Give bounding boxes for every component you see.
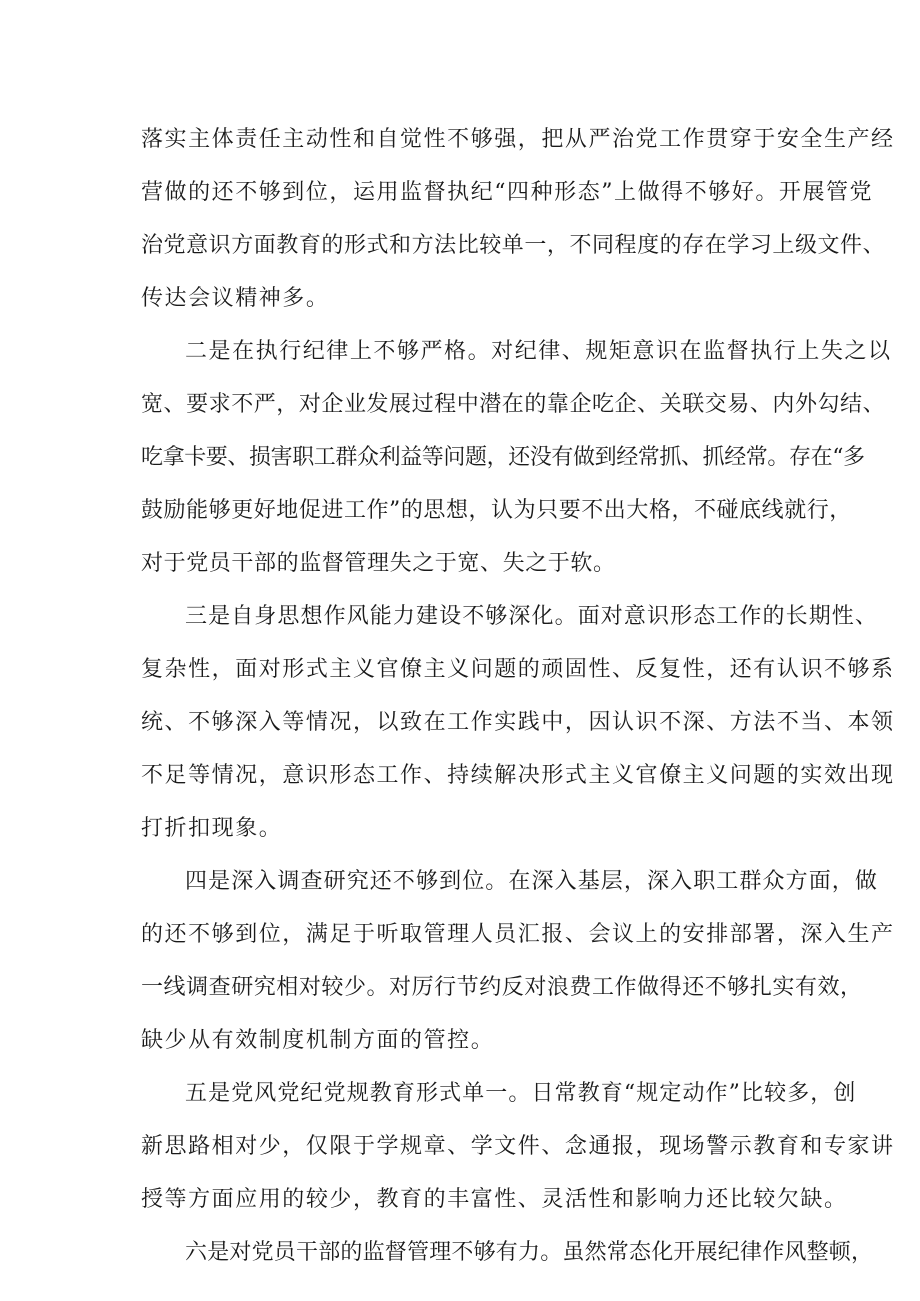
text-line: 打折扣现象。 [141, 816, 283, 841]
text-line: 一线调查研究相对较少。对厉行节约反对浪费工作做得还不够扎实有效， [141, 975, 863, 1000]
text-line: 缺少从有效制度机制方面的管控。 [141, 1028, 495, 1053]
text-line: 六是对党员干部的监督管理不够有力。虽然常态化开展纪律作风整顿， [185, 1240, 874, 1265]
text-line: 三是自身思想作风能力建设不够深化。面对意识形态工作的长期性、 [185, 604, 879, 629]
text-line: 传达会议精神多。 [141, 286, 330, 311]
text-line: 不足等情况，意识形态工作、持续解决形式主义官僚主义问题的实效出现 [141, 763, 895, 788]
text-line: 统、不够深入等情况，以致在工作实践中，因认识不深、方法不当、本领 [141, 710, 895, 735]
text-line: 五是党风党纪党规教育形式单一。日常教育“规定动作”比较多，创 [185, 1081, 857, 1106]
text-line: 新思路相对少，仅限于学规章、学文件、念通报，现场警示教育和专家讲 [141, 1134, 895, 1159]
text-line: 复杂性，面对形式主义官僚主义问题的顽固性、反复性，还有认识不够系 [141, 657, 895, 682]
text-line: 营做的还不够到位，运用监督执纪“四种形态”上做得不够好。开展管党 [141, 180, 874, 205]
text-line: 落实主体责任主动性和自觉性不够强，把从严治党工作贯穿于安全生产经 [141, 127, 895, 152]
text-line: 对于党员干部的监督管理失之于宽、失之于软。 [141, 551, 616, 576]
text-line: 鼓励能够更好地促进工作”的思想，认为只要不出大格，不碰底线就行， [141, 498, 852, 523]
text-line: 治党意识方面教育的形式和方法比较单一，不同程度的存在学习上级文件、 [141, 233, 886, 258]
text-line: 二是在执行纪律上不够严格。对纪律、规矩意识在监督执行上失之以 [185, 339, 892, 364]
text-line: 吃拿卡要、损害职工群众利益等问题，还没有做到经常抓、抓经常。存在“多 [141, 445, 865, 470]
text-line: 的还不够到位，满足于听取管理人员汇报、会议上的安排部署，深入生产 [141, 922, 895, 947]
text-line: 授等方面应用的较少，教育的丰富性、灵活性和影响力还比较欠缺。 [141, 1187, 848, 1212]
text-line: 四是深入调查研究还不够到位。在深入基层，深入职工群众方面，做 [185, 869, 879, 894]
text-line: 宽、要求不严，对企业发展过程中潜在的靠企吃企、关联交易、内外勾结、 [141, 392, 886, 417]
